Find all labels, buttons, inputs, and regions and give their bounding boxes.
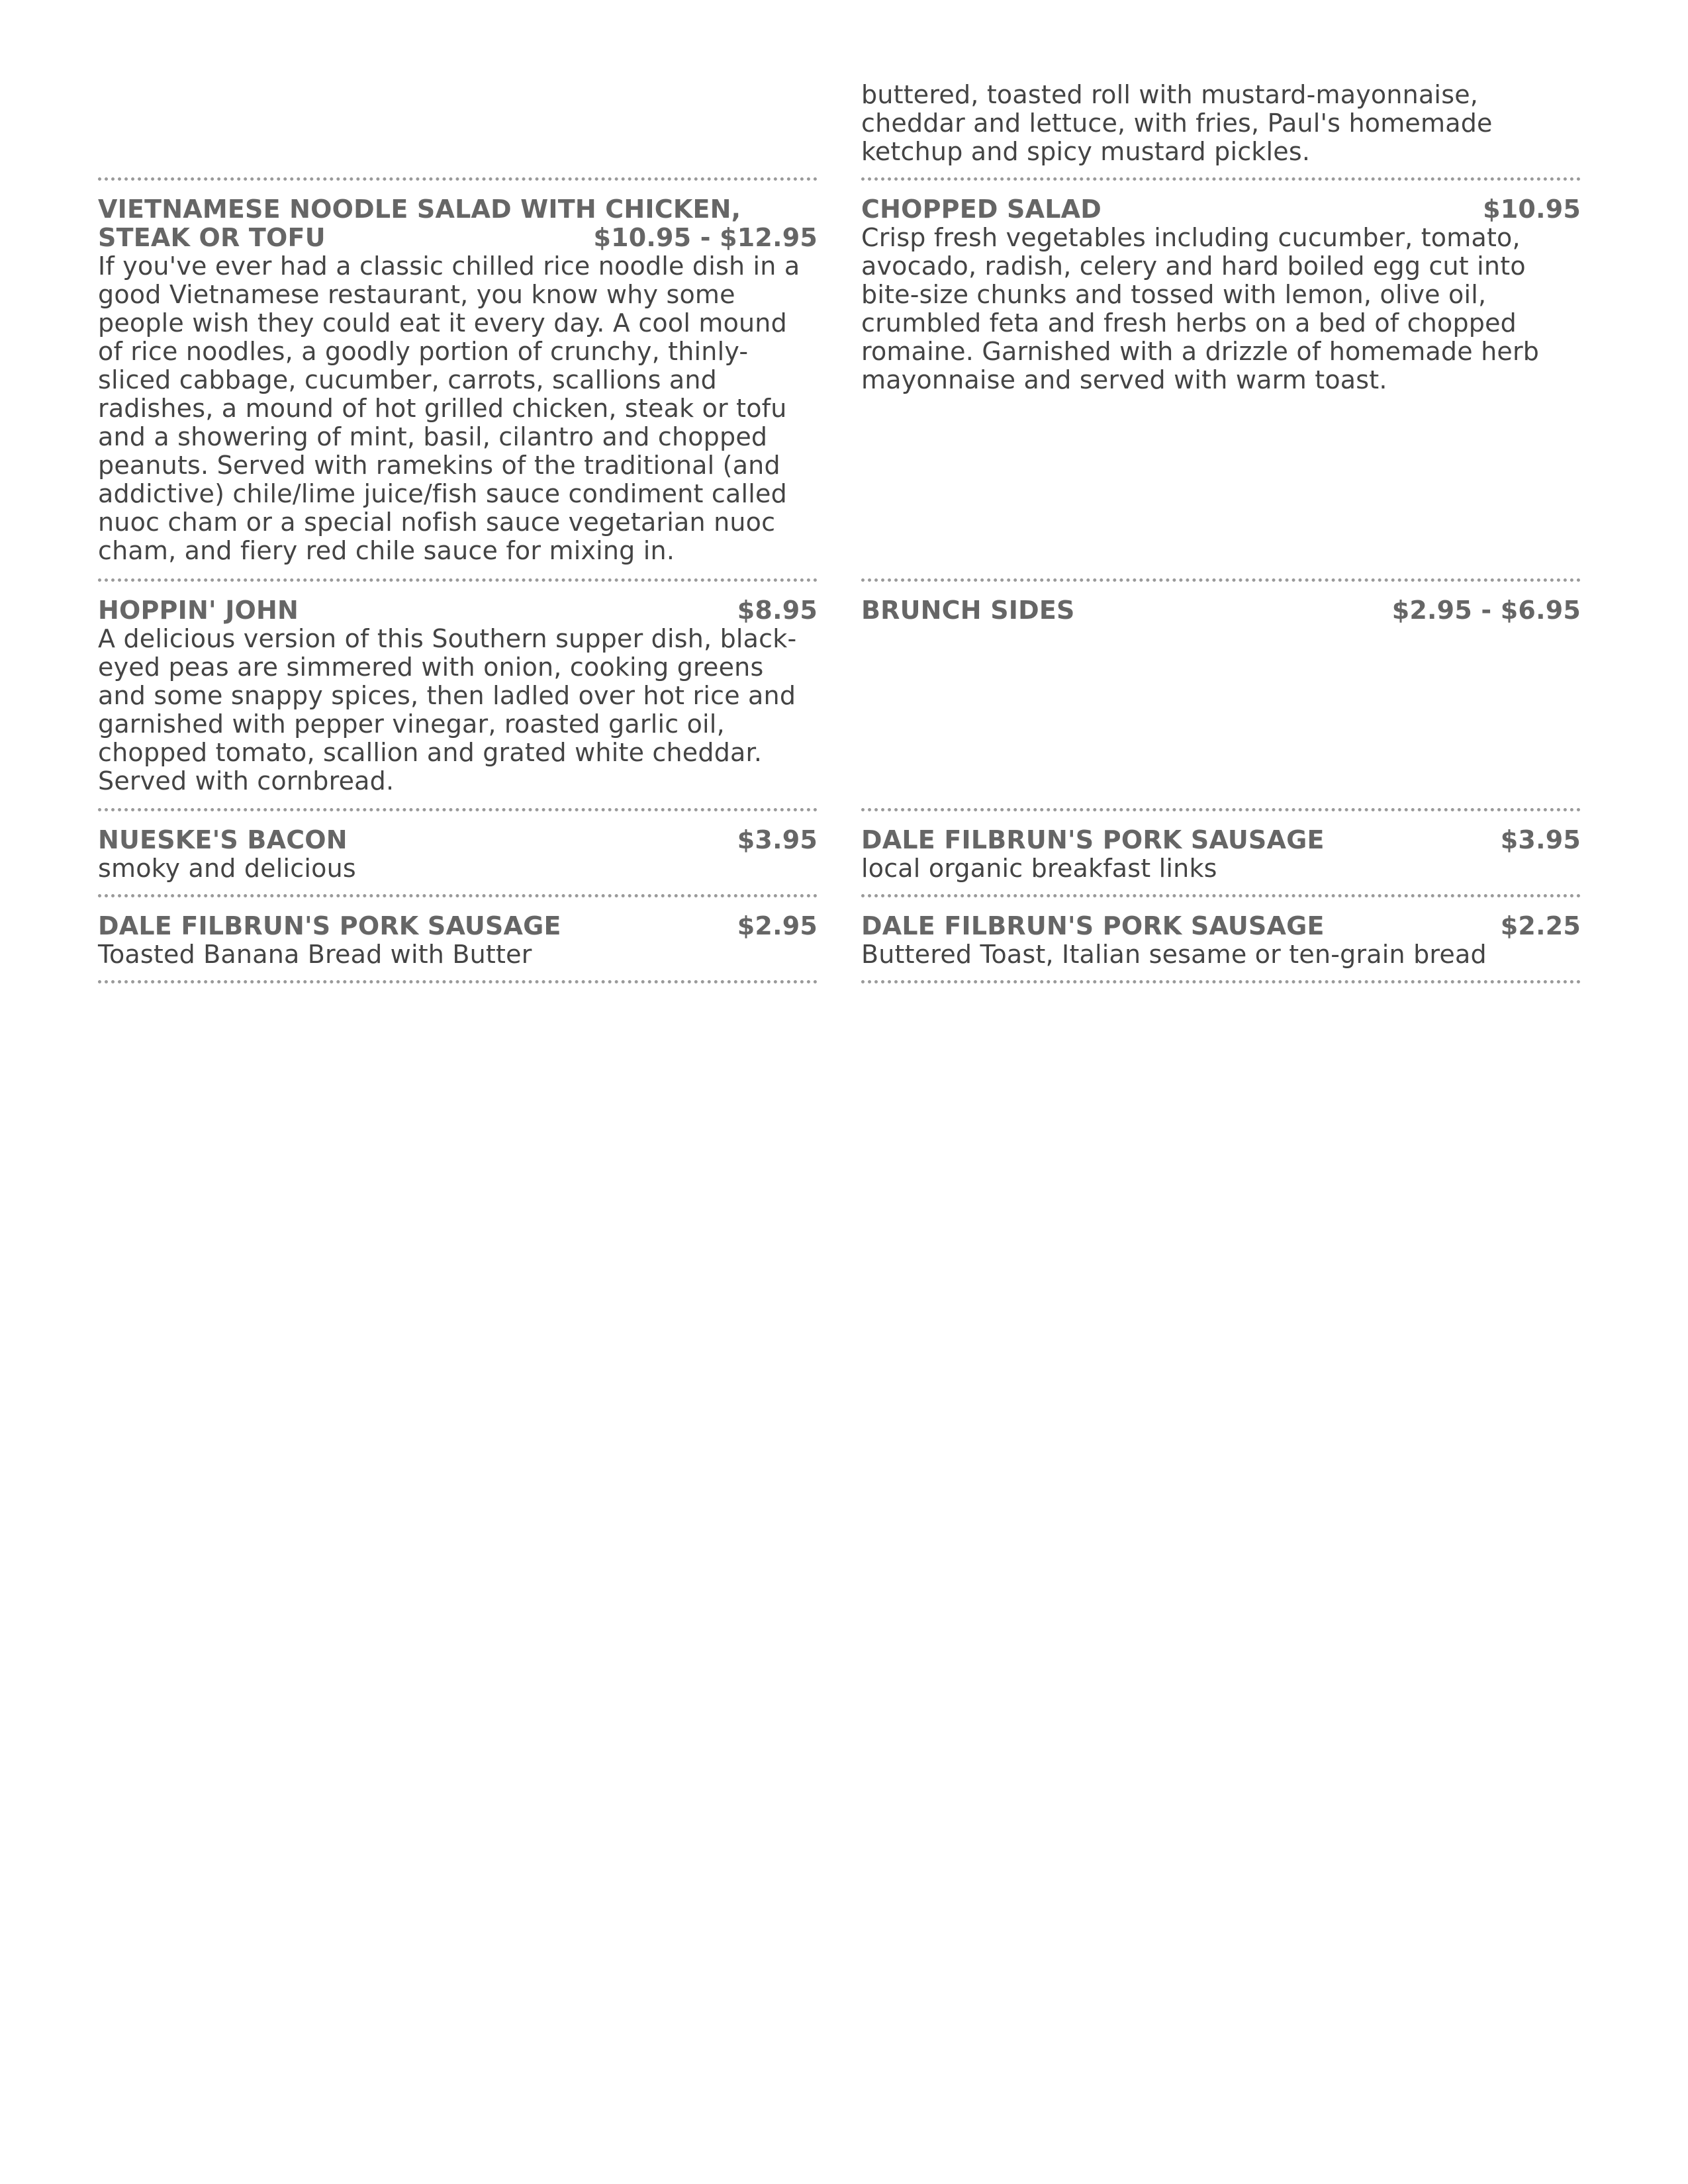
item-title: DALE FILBRUN'S PORK SAUSAGE: [98, 911, 561, 940]
divider: [861, 894, 1581, 897]
divider: [98, 177, 818, 181]
item-description: A delicious version of this Southern supper dish, black-eyed peas are simmered with onion, cooking greens and some snappy spices, then ladled over hot rice and garnished with pepper vinegar, roasted garlic oil, chopped tomato, scallion and grated white cheddar. Served with cornbread.: [98, 624, 797, 796]
menu-item-pork-sausage-toast: [861, 912, 1581, 969]
divider: [98, 894, 818, 897]
divider: [861, 808, 1581, 811]
item-description: Crisp fresh vegetables including cucumber, tomato, avocado, radish, celery and hard boiled egg cut into bite-size chunks and tossed with lemon, olive oil, crumbled feta and fresh herbs on a bed of chopped romaine. Garnished with a drizzle of homemade herb mayonnaise and served with warm toast.: [861, 223, 1540, 394]
item-price: $10.95: [1483, 195, 1581, 224]
item-description: If you've ever had a classic chilled rice noodle dish in a good Vietnamese restaurant, you know why some people wish they could eat it every day. A cool mound of rice noodles, a goodly portion of crunchy, thinly-sliced cabbage, cucumber, carrots, scallions and radishes, a mound of hot grilled chicken, steak or tofu and a showering of mint, basil, cilantro and chopped peanuts. Served with ramekins of the traditional (and addictive) chile/lime juice/fish sauce condiment called nuoc cham or a special nofish sauce vegetarian nuoc cham, and fiery red chile sauce for mixing in.: [98, 251, 800, 565]
item-title: NUESKE'S BACON: [98, 825, 348, 854]
item-price: $2.95: [737, 911, 818, 940]
item-title: BRUNCH SIDES: [861, 596, 1075, 625]
item-heading: [98, 195, 818, 252]
item-heading: [861, 912, 1581, 940]
item-price: $8.95: [737, 596, 818, 625]
item-title: HOPPIN' JOHN: [98, 596, 299, 625]
item-price: $2.25: [1500, 911, 1581, 940]
item-price: $3.95: [1500, 825, 1581, 854]
menu-item-nueske-bacon: [98, 826, 818, 883]
menu-item-pork-sausage-banana-bread: [98, 912, 818, 969]
item-description: Buttered Toast, Italian sesame or ten-grain bread: [861, 940, 1487, 969]
item-price: $3.95: [737, 825, 818, 854]
item-heading: [861, 826, 1581, 854]
item-description: Toasted Banana Bread with Butter: [98, 940, 532, 969]
item-heading: [861, 596, 1581, 625]
item-heading: [98, 826, 818, 854]
item-description: local organic breakfast links: [861, 854, 1217, 883]
menu-item-brunch-sides: [861, 596, 1581, 625]
item-heading: [98, 912, 818, 940]
menu-item-vietnamese-noodle-salad: [98, 195, 818, 565]
item-description: smoky and delicious: [98, 854, 356, 883]
menu-item-hoppin-john: [98, 596, 818, 796]
item-title: DALE FILBRUN'S PORK SAUSAGE: [861, 825, 1325, 854]
item-description-continued: buttered, toasted roll with mustard-mayonnaise, cheddar and lettuce, with fries, Paul's homemade ketchup and spicy mustard pickles.: [861, 80, 1493, 166]
menu-item-chopped-salad: [861, 195, 1581, 394]
item-heading: [861, 195, 1581, 224]
item-price: $2.95 - $6.95: [1391, 596, 1581, 625]
continued-item-description: [861, 81, 1581, 166]
divider: [861, 578, 1581, 582]
item-title: DALE FILBRUN'S PORK SAUSAGE: [861, 911, 1325, 940]
divider: [861, 177, 1581, 181]
menu-item-pork-sausage-links: [861, 826, 1581, 883]
item-heading: [98, 596, 818, 625]
divider: [98, 578, 818, 582]
item-price: $10.95 - $12.95: [593, 223, 818, 252]
divider: [98, 980, 818, 983]
item-title-continued: STEAK OR TOFU: [98, 223, 326, 252]
divider: [98, 808, 818, 811]
item-title: VIETNAMESE NOODLE SALAD WITH CHICKEN,: [98, 195, 741, 224]
item-title: CHOPPED SALAD: [861, 195, 1102, 224]
divider: [861, 980, 1581, 983]
